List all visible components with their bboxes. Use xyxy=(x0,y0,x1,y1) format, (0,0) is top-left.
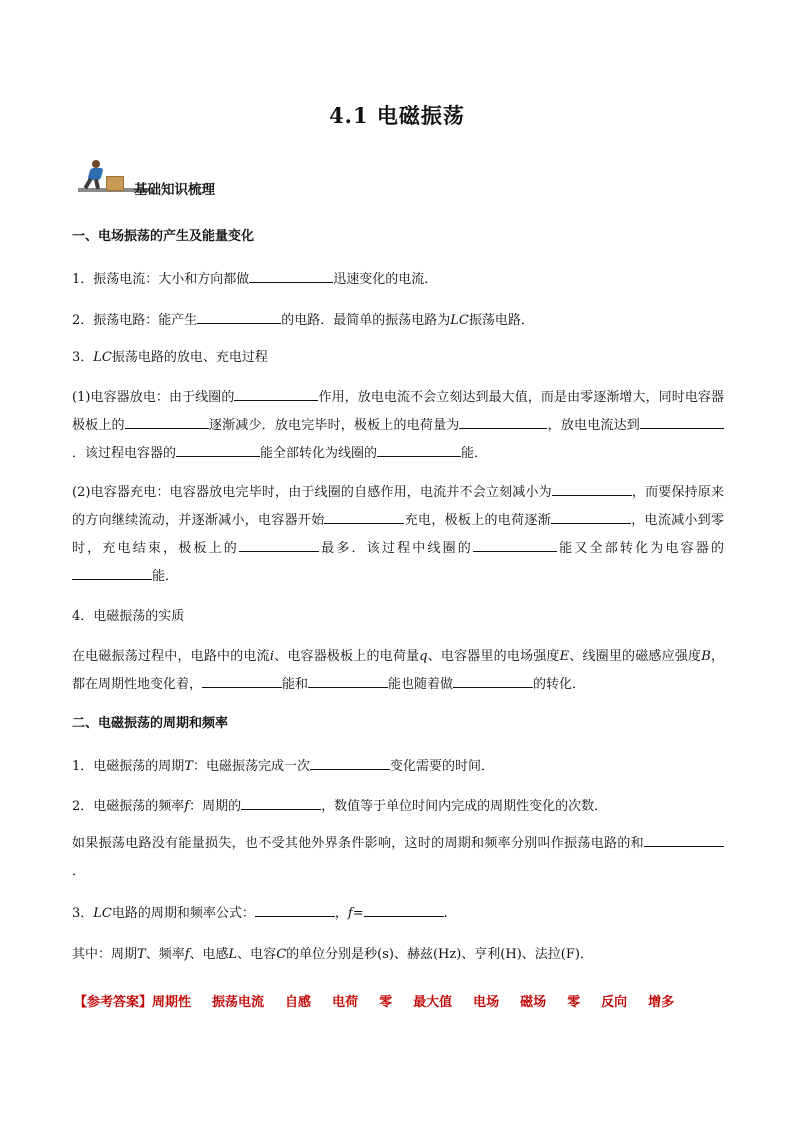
natural-text: 和 xyxy=(630,836,644,851)
units-text: 、电容 xyxy=(237,947,277,962)
answer-item: 零 xyxy=(567,995,581,1010)
section-header-label: 基础知识梳理 xyxy=(134,182,215,198)
answer-blank xyxy=(377,442,461,457)
frequency-text: 2．电磁振荡的频率 xyxy=(72,799,185,814)
essence-text: 、电容器里的电场强度 xyxy=(427,649,560,664)
item1 xyxy=(72,268,437,290)
essence-text: ，都在周期性地变化着， xyxy=(72,649,724,692)
item2-text: 振荡电路． xyxy=(468,313,534,328)
units-line xyxy=(72,945,593,965)
box-icon xyxy=(106,176,124,191)
formula-text: . xyxy=(443,906,448,921)
essence-text: 能也随着做 xyxy=(388,677,454,692)
charge-text: 能又全部转化为电容器的 xyxy=(557,541,724,556)
answer-blank xyxy=(552,481,632,496)
lc-symbol: LC xyxy=(450,313,469,328)
units-text: 其中：周期 xyxy=(72,947,138,962)
variable-c: C xyxy=(276,947,287,962)
natural-text: ． xyxy=(72,864,86,879)
variable-t: T xyxy=(184,759,193,774)
section-header xyxy=(76,158,276,198)
discharge-text: 逐渐减少．放电完毕时，极板上的电荷量为 xyxy=(208,418,460,433)
answer-blank xyxy=(308,673,388,688)
charge-text: ，电流减小到零时，充电结束，极板上的 xyxy=(72,513,724,556)
answer-blank xyxy=(324,509,404,524)
period-text: 1．电磁振荡的周期 xyxy=(72,759,185,774)
variable-f: f xyxy=(184,947,190,962)
frequency-text: ，数值等于单位时间内完成的周期性变化的次数． xyxy=(321,799,608,814)
answer-blank xyxy=(249,268,333,283)
frequency-definition xyxy=(72,795,607,817)
person-leg-icon xyxy=(94,179,100,190)
units-text: 、电感 xyxy=(189,947,229,962)
paragraph-essence xyxy=(72,643,724,699)
charge-text: 充电，极板上的电荷逐渐 xyxy=(404,513,551,528)
answer-item: 反向 xyxy=(601,995,628,1010)
discharge-text: ．该过程电容器的 xyxy=(72,446,177,461)
charge-text: 最多．该过程中线圈的 xyxy=(319,541,473,556)
period-text: 变化需要的时间． xyxy=(389,759,494,774)
answer-item: 增多 xyxy=(648,995,675,1010)
charge-text: 能． xyxy=(152,569,179,584)
item2-text: 的电路．最简单的振荡电路为 xyxy=(281,313,451,328)
answer-blank xyxy=(234,386,318,401)
item3-text: 振荡电路的放电、充电过程 xyxy=(111,350,268,365)
variable-i: i xyxy=(269,649,274,664)
essence-text: 、线圈里的磁感应强度 xyxy=(569,649,702,664)
discharge-text: (1)电容器放电：由于线圈的 xyxy=(72,390,235,405)
frequency-text: ：周期的 xyxy=(189,799,242,814)
item4: 4．电磁振荡的实质 xyxy=(72,609,185,624)
answer-blank xyxy=(197,309,281,324)
discharge-text: ，放电电流达到 xyxy=(547,418,640,433)
answer-blank xyxy=(453,673,533,688)
answer-item: 零 xyxy=(379,995,393,1010)
essence-text: 在电磁振荡过程中，电路中的电流 xyxy=(72,649,270,664)
answer-blank xyxy=(364,902,444,917)
answer-blank xyxy=(310,755,390,770)
answer-blank xyxy=(72,565,152,580)
variable-q: q xyxy=(419,649,428,664)
charge-text: ，而要保持原来的方向继续流动，并逐渐减小，电容器开始 xyxy=(72,485,724,528)
answer-blank xyxy=(473,537,557,552)
paragraph-charge xyxy=(72,479,724,591)
answer-item: 最大值 xyxy=(413,995,453,1010)
answer-blank xyxy=(459,414,547,429)
period-text: ：电磁振荡完成一次 xyxy=(192,759,310,774)
variable-f: f xyxy=(184,799,190,814)
discharge-text: 作用，放电电流不会立刻达到最大值，而是由零逐渐增大，同时电容器极板上的 xyxy=(72,390,724,433)
variable-f: f xyxy=(347,906,353,921)
answer-item: 电荷 xyxy=(332,995,359,1010)
answer-blank xyxy=(551,509,631,524)
answer-blank xyxy=(241,795,321,810)
answer-item: 振荡电流 xyxy=(212,995,265,1010)
answer-blank xyxy=(202,673,282,688)
answer-item: 周期性 xyxy=(152,995,192,1010)
answer-blank xyxy=(125,414,209,429)
variable-b: B xyxy=(701,649,711,664)
units-text: 的单位分别是秒(s)、赫兹(Hz)、亨利(H)、法拉(F)． xyxy=(286,947,593,962)
essence-text: 的转化． xyxy=(533,677,586,692)
formula-text: 3． xyxy=(72,906,94,921)
answer-blank xyxy=(255,902,335,917)
part2-heading: 二、电磁振荡的周期和频率 xyxy=(72,716,229,731)
answer-item: 磁场 xyxy=(520,995,547,1010)
item1-text: 1．振荡电流：大小和方向都做 xyxy=(72,272,250,287)
lc-symbol: LC xyxy=(93,350,112,365)
variable-t: T xyxy=(137,947,146,962)
formula-text: = xyxy=(352,906,364,921)
units-text: 、频率 xyxy=(145,947,185,962)
paragraph-discharge xyxy=(72,384,724,468)
natural-text: 如果振荡电路没有能量损失，也不受其他外界条件影响，这时的周期和频率分别叫作振荡电路的 xyxy=(72,836,631,851)
essence-text: 、电容器极板上的电荷量 xyxy=(273,649,420,664)
formula-text: 电路的周期和频率公式： xyxy=(111,906,255,921)
variable-e: E xyxy=(559,649,570,664)
answer-blank xyxy=(176,442,260,457)
answer-key xyxy=(74,991,695,1010)
item3-number: 3． xyxy=(72,350,94,365)
variable-l: L xyxy=(228,947,238,962)
charge-text: (2)电容器充电：电容器放电完毕时，由于线圈的自感作用，电流并不会立刻减小为 xyxy=(72,485,552,500)
item1-text: 迅速变化的电流． xyxy=(333,272,438,287)
page-title: 4.1 电磁振荡 xyxy=(329,103,465,128)
answer-key-label: 【参考答案】 xyxy=(74,995,153,1010)
formula-text: ， xyxy=(334,906,348,921)
part1-heading: 一、电场振荡的产生及能量变化 xyxy=(72,229,255,244)
item3 xyxy=(72,348,268,368)
answer-blank xyxy=(640,414,724,429)
discharge-text: 能全部转化为线圈的 xyxy=(260,446,378,461)
essence-text: 能和 xyxy=(282,677,309,692)
item2-text: 2．振荡电路：能产生 xyxy=(72,313,198,328)
formula-line xyxy=(72,902,448,924)
paragraph-natural xyxy=(72,830,724,886)
period-definition xyxy=(72,755,494,777)
answer-item: 自感 xyxy=(285,995,312,1010)
item2 xyxy=(72,309,534,331)
answer-item: 电场 xyxy=(473,995,500,1010)
answer-blank xyxy=(239,537,319,552)
answer-blank xyxy=(644,832,724,847)
person-head-icon xyxy=(92,160,100,168)
lc-symbol: LC xyxy=(93,906,112,921)
discharge-text: 能． xyxy=(461,446,488,461)
